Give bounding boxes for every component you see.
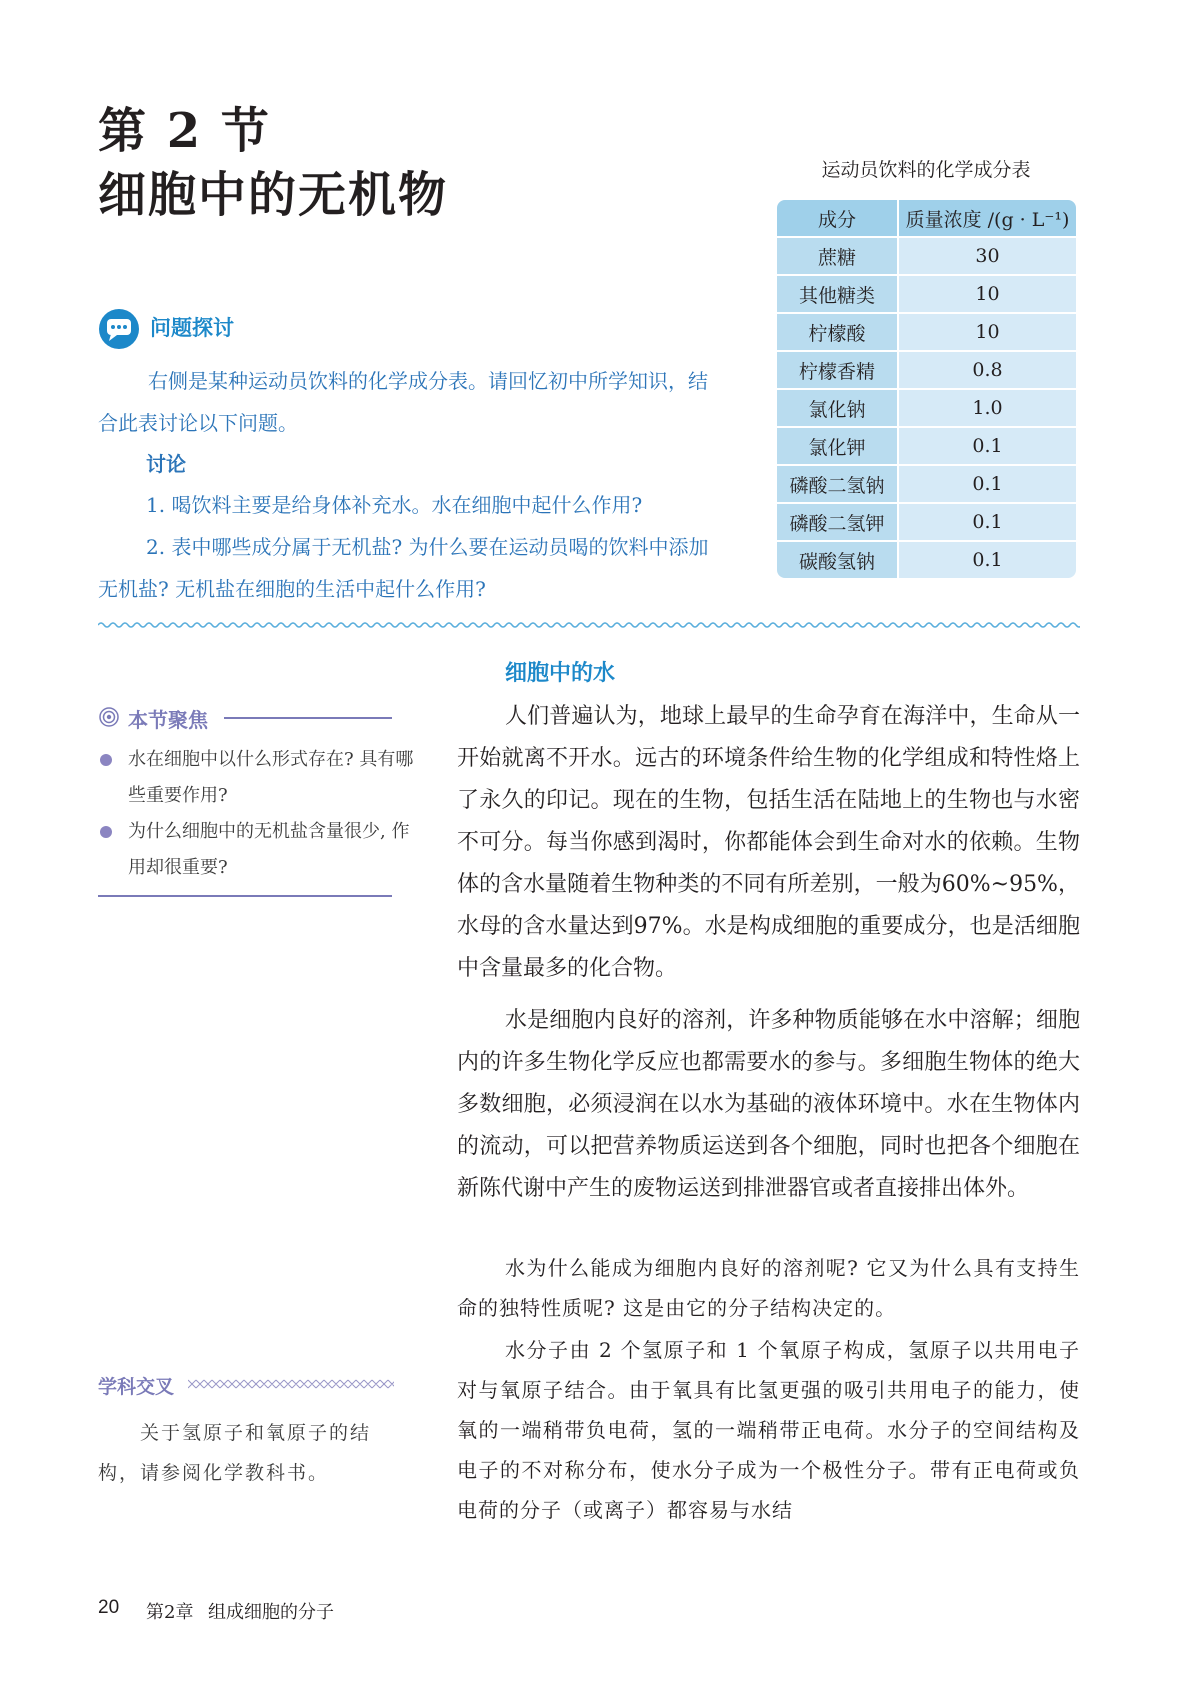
table-cell: 10 xyxy=(899,276,1076,314)
table-cell: 0.1 xyxy=(899,466,1076,504)
table-row xyxy=(777,352,1076,390)
table-row xyxy=(777,542,1076,578)
focus-item: 水在细胞中以什么形式存在? 具有哪些重要作用? xyxy=(128,749,414,806)
table-row xyxy=(777,390,1076,428)
question-heading: 问题探讨 xyxy=(150,316,234,340)
cross-pattern xyxy=(188,1378,394,1390)
focus-heading: 本节聚焦 xyxy=(128,708,208,732)
discuss-item-2: 2. 表中哪些成分属于无机盐? 为什么要在运动员喝的饮料中添加无机盐? 无机盐在细胞的生活中起什么作用? xyxy=(98,535,709,601)
focus-bottom-rule xyxy=(98,895,392,897)
discuss-item-1: 1. 喝饮料主要是给身体补充水。水在细胞中起什么作用? xyxy=(146,493,643,517)
page-number: 20 xyxy=(98,1597,120,1618)
table-cell: 其他糖类 xyxy=(777,276,899,314)
table-cell: 柠檬香精 xyxy=(777,352,899,390)
table-cell: 柠檬酸 xyxy=(777,314,899,352)
table-cell: 0.1 xyxy=(899,504,1076,542)
section-number: 第 2 节 xyxy=(98,103,271,159)
paragraph-3: 水为什么能成为细胞内良好的溶剂呢? 它又为什么具有支持生命的独特性质呢? 这是由它的分子结构决定的。 xyxy=(457,1256,1080,1320)
wavy-divider xyxy=(98,620,1080,630)
table-row xyxy=(777,504,1076,542)
paragraph-1: 人们普遍认为，地球上最早的生命孕育在海洋中，生命从一开始就离不开水。远古的环境条件给生物的化学组成和特性烙上了永久的印记。现在的生物，包括生活在陆地上的生物也与水密不可分。每当你感到渴时，你都能体会到生命对水的依赖。生物体的含水量随着生物种类的不同有所差别，一般为60%~95%，水母的含水量达到97%。水是构成细胞的重要成分，也是活细胞中含量最多的化合物。 xyxy=(457,704,1080,981)
discuss-label: 讨论 xyxy=(146,452,186,476)
focus-rule xyxy=(224,717,392,719)
cross-subject-heading: 学科交叉 xyxy=(98,1376,175,1398)
table-row xyxy=(777,466,1076,504)
table-header-cell: 成分 xyxy=(777,200,899,238)
table-cell: 磷酸二氢钾 xyxy=(777,504,899,542)
chat-bubble-icon xyxy=(98,308,140,350)
table-cell: 蔗糖 xyxy=(777,238,899,276)
table-cell: 10 xyxy=(899,314,1076,352)
table-cell: 磷酸二氢钠 xyxy=(777,466,899,504)
table-cell: 碳酸氢钠 xyxy=(777,542,899,578)
table-caption: 运动员饮料的化学成分表 xyxy=(821,159,1031,181)
table-header-cell: 质量浓度 /(g · L⁻¹) xyxy=(899,200,1076,238)
table-row xyxy=(777,428,1076,466)
table-cell: 1.0 xyxy=(899,390,1076,428)
table-row xyxy=(777,314,1076,352)
question-intro: 右侧是某种运动员饮料的化学成分表。请回忆初中所学知识，结合此表讨论以下问题。 xyxy=(98,369,708,435)
composition-table xyxy=(777,200,1076,578)
table-header-row xyxy=(777,200,1076,238)
paragraph-4: 水分子由 2 个氢原子和 1 个氧原子构成，氢原子以共用电子对与氧原子结合。由于氧具有比氢更强的吸引共用电子的能力，使氧的一端稍带负电荷，氢的一端稍带正电荷。水分子的空间结构及电子的不对称分布，使水分子成为一个极性分子。带有正电荷或负电荷的分子（或离子）都容易与水结 xyxy=(457,1338,1080,1522)
paragraph-2: 水是细胞内良好的溶剂，许多种物质能够在水中溶解；细胞内的许多生物化学反应也都需要水的参与。多细胞生物体的绝大多数细胞，必须浸润在以水为基础的液体环境中。水在生物体内的流动，可以把营养物质运送到各个细胞，同时也把各个细胞在新陈代谢中产生的废物运送到排泄器官或者直接排出体外。 xyxy=(457,1008,1080,1201)
table-cell: 0.8 xyxy=(899,352,1076,390)
table-cell: 氯化钾 xyxy=(777,428,899,466)
table-cell: 氯化钠 xyxy=(777,390,899,428)
target-icon xyxy=(98,706,120,728)
bullet-icon xyxy=(100,754,112,766)
table-cell: 30 xyxy=(899,238,1076,276)
table-row xyxy=(777,276,1076,314)
bullet-icon xyxy=(100,826,112,838)
page-title: 细胞中的无机物 xyxy=(98,167,449,223)
table-cell: 0.1 xyxy=(899,428,1076,466)
chapter-name: 组成细胞的分子 xyxy=(208,1602,334,1623)
chapter-label: 第2章 xyxy=(146,1602,194,1623)
table-row xyxy=(777,238,1076,276)
focus-item: 为什么细胞中的无机盐含量很少, 作用却很重要? xyxy=(128,821,410,878)
table-cell: 0.1 xyxy=(899,542,1076,578)
section-heading: 细胞中的水 xyxy=(505,661,616,686)
cross-subject-text: 关于氢原子和氧原子的结构，请参阅化学教科书。 xyxy=(98,1422,372,1484)
